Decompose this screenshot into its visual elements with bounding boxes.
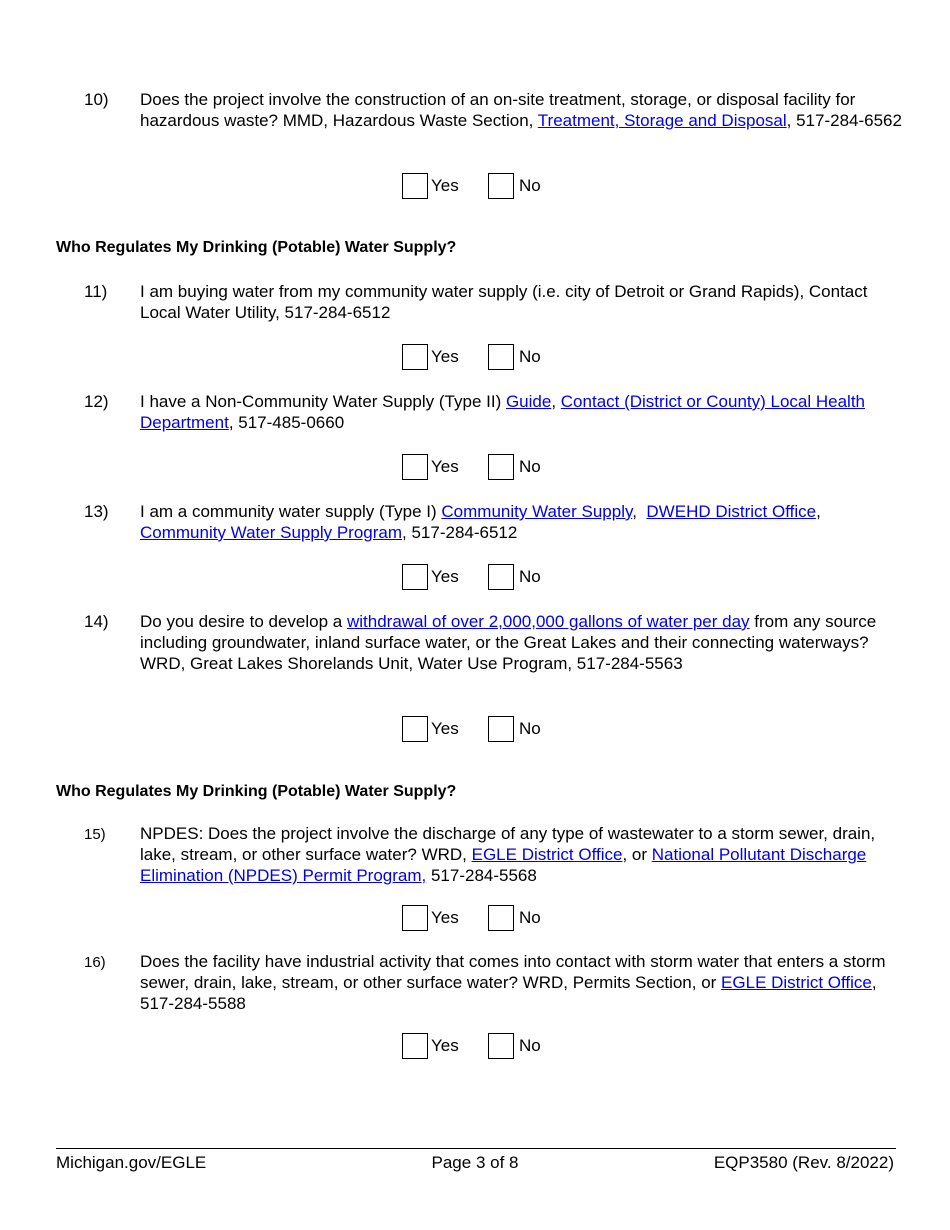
question-16: [84, 951, 904, 1014]
question-number: 11): [84, 282, 108, 301]
link-water-withdrawal[interactable]: withdrawal of over 2,000,000 gallons of water per day: [346, 612, 750, 631]
question-text: I have a Non-Community Water Supply (Type II) Guide, Contact (District or County) Local Health Department, 517-485-0660: [140, 392, 866, 432]
link-treatment-storage-disposal[interactable]: Treatment, Storage and Disposal: [537, 111, 787, 130]
yes-checkbox[interactable]: [402, 716, 428, 742]
question-number: 13): [84, 502, 109, 521]
question-15: [84, 823, 904, 886]
yes-label: Yes: [431, 1036, 459, 1055]
footer-page-number: Page 3 of 8: [431, 1153, 519, 1172]
no-checkbox[interactable]: [488, 905, 514, 931]
footer-form-id: EQP3580 (Rev. 8/2022): [713, 1153, 894, 1172]
question-text: NPDES: Does the project involve the discharge of any type of wastewater to a storm sewer, drain, lake, stream, or other surface water? WRD, EGLE District Office, or National Pollutant Discharge Elimination (NPDES) Permit Program, 517-284-5568: [140, 824, 876, 885]
link-guide[interactable]: Guide: [505, 392, 552, 411]
no-label: No: [519, 457, 541, 476]
question-13: [84, 501, 904, 543]
question-14: [84, 611, 904, 674]
footer-website: Michigan.gov/EGLE: [56, 1153, 207, 1172]
link-dwehd-district-office[interactable]: DWEHD District Office: [646, 502, 817, 521]
question-number: 12): [84, 392, 109, 411]
no-checkbox[interactable]: [488, 564, 514, 590]
link-egle-district-office[interactable]: EGLE District Office: [721, 973, 872, 992]
yes-label: Yes: [431, 457, 459, 476]
no-label: No: [519, 1036, 541, 1055]
yes-checkbox[interactable]: [402, 173, 428, 199]
footer-divider: [56, 1148, 896, 1149]
no-checkbox[interactable]: [488, 344, 514, 370]
yes-checkbox[interactable]: [402, 1033, 428, 1059]
question-number: 16): [84, 954, 106, 971]
no-checkbox[interactable]: [488, 716, 514, 742]
no-label: No: [519, 719, 541, 738]
no-label: No: [519, 176, 541, 195]
question-text: Does the facility have industrial activity that comes into contact with storm water that enters a storm sewer, drain, lake, stream, or other surface water? WRD, Permits Section, or EGLE District Office, 517-284-5588: [140, 952, 886, 1013]
link-egle-district-office[interactable]: EGLE District Office: [471, 845, 623, 864]
link-local-health-department[interactable]: Contact (District or County) Local Health Department: [140, 392, 866, 432]
no-label: No: [519, 908, 541, 927]
question-number: 15): [84, 826, 106, 843]
question-12: [84, 391, 904, 433]
link-npdes-permit-program[interactable]: National Pollutant Discharge Elimination (NPDES) Permit Program,: [140, 845, 867, 885]
yes-checkbox[interactable]: [402, 344, 428, 370]
yes-label: Yes: [431, 176, 459, 195]
no-checkbox[interactable]: [488, 1033, 514, 1059]
no-checkbox[interactable]: [488, 173, 514, 199]
link-community-water-supply[interactable]: Community Water Supply: [441, 502, 633, 521]
question-text: I am a community water supply (Type I) Community Water Supply, DWEHD District Office, Community Water Supply Program, 517-284-6512: [140, 502, 821, 542]
link-community-water-supply-program[interactable]: Community Water Supply Program: [140, 523, 403, 542]
no-checkbox[interactable]: [488, 454, 514, 480]
question-text: I am buying water from my community water supply (i.e. city of Detroit or Grand Rapids), Contact Local Water Utility, 517-284-6512: [140, 282, 868, 322]
yes-label: Yes: [431, 567, 459, 586]
section-heading: Who Regulates My Drinking (Potable) Water Supply?: [56, 783, 457, 800]
yes-checkbox[interactable]: [402, 454, 428, 480]
section-heading: Who Regulates My Drinking (Potable) Water Supply?: [56, 239, 457, 256]
yes-checkbox[interactable]: [402, 905, 428, 931]
yes-label: Yes: [431, 719, 459, 738]
yes-label: Yes: [431, 347, 459, 366]
no-label: No: [519, 567, 541, 586]
yes-label: Yes: [431, 908, 459, 927]
question-text: Does the project involve the construction of an on-site treatment, storage, or disposal facility for hazardous waste? MMD, Hazardous Waste Section, Treatment, Storage and Disposal, 517-284-6562: [140, 90, 902, 130]
question-number: 14): [84, 612, 109, 631]
question-11: [84, 281, 904, 323]
question-number: 10): [84, 90, 109, 109]
question-10: [84, 89, 904, 131]
yes-checkbox[interactable]: [402, 564, 428, 590]
no-label: No: [519, 347, 541, 366]
question-text: Do you desire to develop a withdrawal of over 2,000,000 gallons of water per day from any source including groundwater, inland surface water, or the Great Lakes and their connecting waterways? WRD, Great Lakes Shorelands Unit, Water Use Program, 517-284-5563: [140, 612, 877, 673]
